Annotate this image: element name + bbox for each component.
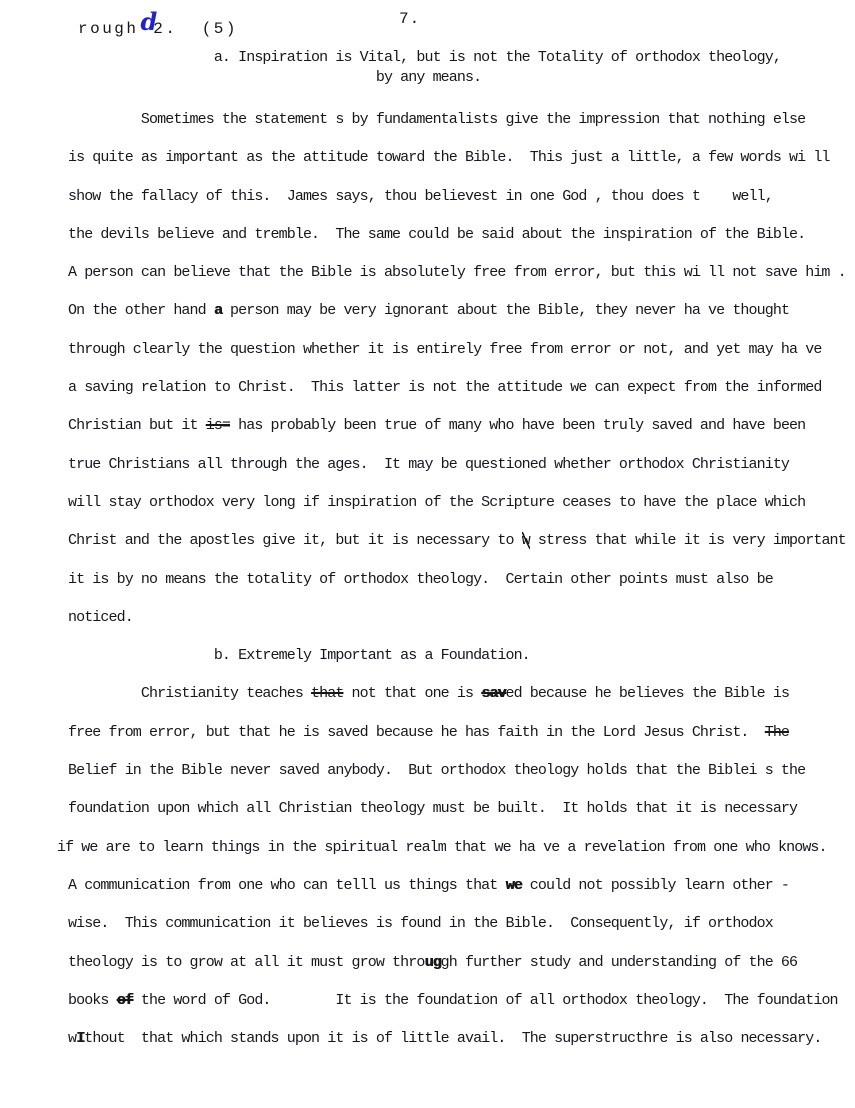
text-segment: Christian but it [68,417,206,435]
text-line [68,331,846,369]
text-line [68,675,846,713]
text-segment: b. Extremely Important as a Foundation. [68,647,530,665]
text-segment: Christ and the apostles give it, but it is necessary to [68,532,522,550]
document-body [57,101,846,1058]
text-segment: if we are to learn things in the spiritual realm that we ha ve a revelation from one who knows. [57,838,827,856]
struck-text: The [764,723,790,741]
text-line [68,905,846,943]
handwritten-correction: d [140,7,158,36]
text-segment: A communication from one who can telll us things that [68,876,506,894]
header-annotation-text: rough [78,20,139,38]
text-line [68,982,846,1020]
section-heading-a [68,48,781,88]
text-segment: show the fallacy of this. James says, thou believest in one God , thou does t well, [68,187,773,205]
header-annotation [78,7,239,39]
header-annotation-suffix: 2. (5) [153,20,239,38]
text-segment: ed because he believes the Bible is [505,685,790,703]
text-line [68,599,846,637]
text-segment: w [68,1030,77,1048]
text-line [68,714,846,752]
text-line [68,522,846,560]
text-line [68,407,846,445]
overtyped-text: ug [424,953,441,971]
text-segment: Sometimes the statement s by fundamentalists give the impression that nothing else [68,111,806,128]
text-line [68,867,846,905]
text-segment: free from error, but that he is saved because he has faith in the Lord Jesus Christ. [68,723,765,741]
text-line [68,446,846,484]
text-segment: noticed. [68,608,133,626]
text-segment: a saving relation to Christ. This latter is not the attitude we can expect from the informed [68,379,822,397]
heading-line: by any means. [68,69,482,86]
text-segment: not that one is [343,685,482,703]
text-segment: the devils believe and tremble. The same could be said about the inspiration of the Bible. [68,225,806,243]
text-line [68,139,846,177]
heading-line: a. Inspiration is Vital, but is not the Totality of orthodox theology, [68,49,781,66]
overtyped-text: we [505,876,522,894]
text-segment: will stay orthodox very long if inspiration of the Scripture ceases to have the place which [68,493,806,511]
overtyped-text: a [213,302,222,320]
text-segment: theology is to grow at all it must grow thro [68,953,425,971]
text-line [57,829,846,867]
text-line [68,790,846,828]
page-header [0,8,855,38]
text-line [68,1020,846,1058]
text-line [68,216,846,254]
struck-text: is= [205,417,231,435]
overtyped-text: of [116,991,133,1009]
text-segment: true Christians all through the ages. It may be questioned whether orthodox Christianity [68,455,790,473]
slashed-char: w [521,532,530,550]
text-segment: through clearly the question whether it is entirely free from error or not, and yet may ha ve [68,340,822,358]
text-line [68,254,846,292]
text-segment: is quite as important as the attitude toward the Bible. This just a little, a few words wi ll [68,149,830,167]
text-segment: books [68,991,117,1009]
text-segment: Christianity teaches [68,685,312,703]
text-segment: wise. This communication it believes is found in the Bible. Consequently, if orthodox [68,915,773,933]
text-segment: Belief in the Bible never saved anybody. But orthodox theology holds that the Biblei s the [68,762,806,780]
text-segment: the word of God. It is the foundation of all orthodox theology. The foundation [132,991,838,1009]
text-line [68,292,846,330]
page-number: 7. [399,10,421,28]
section-heading-b [68,637,846,675]
text-line [68,484,846,522]
text-line [68,101,846,139]
text-segment: stress that while it is very important [529,532,846,550]
text-segment: thout that which stands upon it is of little avail. The superstructhre is also necessary. [84,1030,822,1048]
struck-text: that [311,685,344,703]
text-segment: On the other hand [68,302,214,320]
text-segment: gh further study and understanding of the 66 [440,953,798,971]
text-line [68,178,846,216]
text-segment: A person can believe that the Bible is absolutely free from error, but this wi ll not save him . [68,264,846,282]
text-segment: could not possibly learn other - [521,876,790,894]
text-line [68,944,846,982]
text-line [68,561,846,599]
text-line [68,369,846,407]
text-line [68,752,846,790]
text-segment: person may be very ignorant about the Bible, they never ha ve thought [221,302,790,320]
text-segment: has probably been true of many who have been truly saved and have been [230,417,806,435]
overtyped-text: sav [481,685,506,703]
text-segment: foundation upon which all Christian theology must be built. It holds that it is necessary [68,800,798,818]
overtyped-text: I [76,1030,85,1048]
text-segment: it is by no means the totality of orthodox theology. Certain other points must also be [68,570,773,588]
